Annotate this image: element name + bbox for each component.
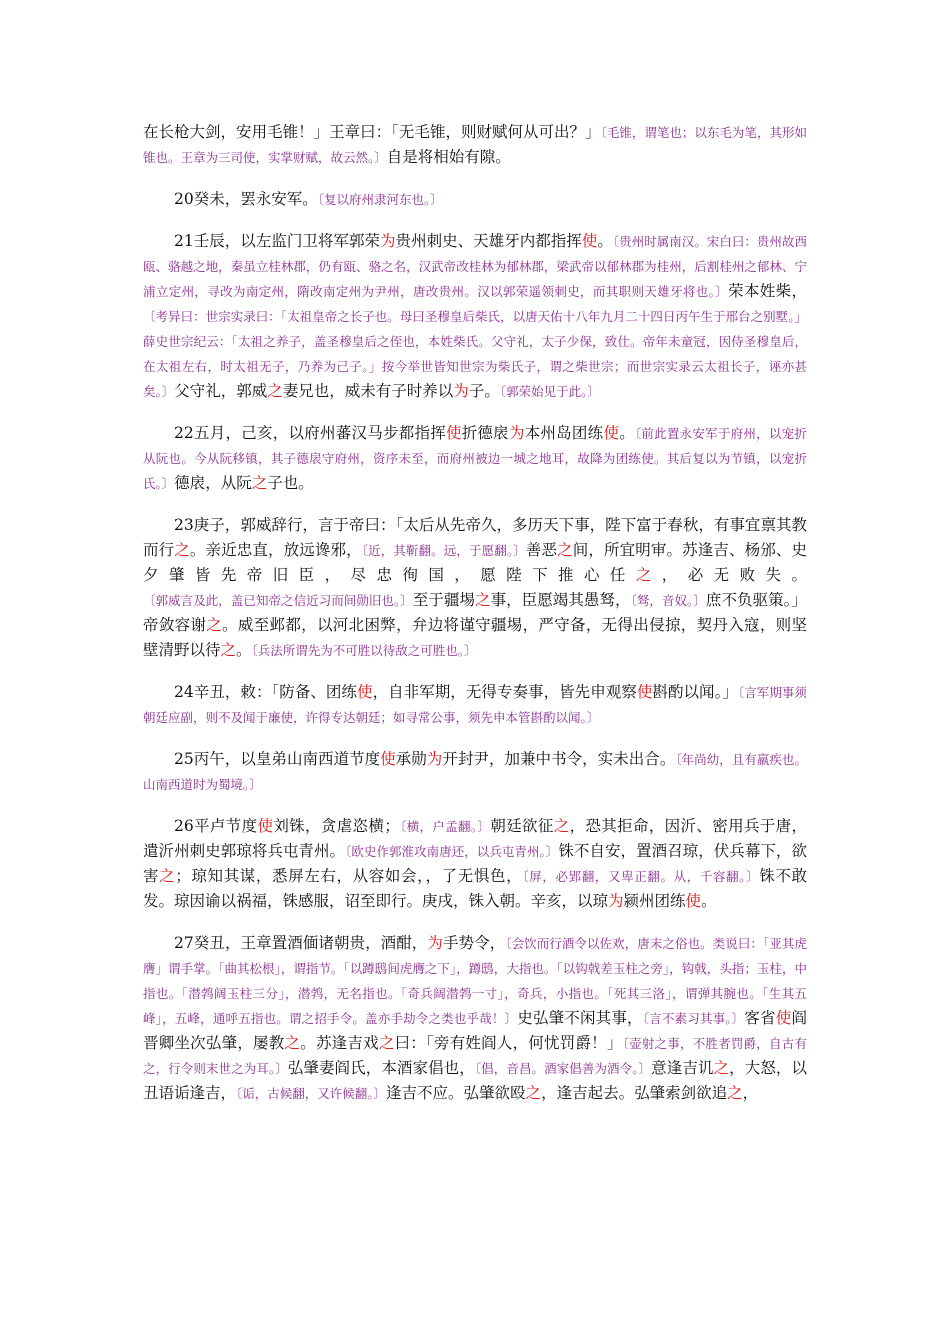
commentary-note: 〔近，其靳翻。远，于愿翻。〕 [361,543,526,558]
main-text: 。亲近忠直，放远谗邪， [189,541,362,559]
main-text: 意逢吉讥 [651,1059,714,1077]
commentary-note: 〔驽，音奴。〕 [630,593,706,608]
main-text: 22五月，己亥，以府州蕃汉马步都指挥 [174,424,446,442]
highlighted-char: 使 [257,817,274,835]
commentary-note: 〔言不素习其事。〕 [642,1011,745,1026]
highlighted-char: 之 [251,474,268,492]
highlighted-char: 之 [475,591,491,609]
highlighted-char: 为 [608,892,624,910]
highlighted-char: 之 [378,1034,395,1052]
main-text: 斟酌以闻。」 [652,683,738,701]
main-text: 21壬辰，以左监门卫将军郭荣 [174,232,381,250]
highlighted-char: 之 [174,541,190,559]
main-text: 铢不自安，置酒召琼，伏兵幕下，欲害 [143,842,807,885]
main-text: ，必无败失。 [661,566,807,584]
main-text: 27癸丑，王章置酒偭诸朝贵，酒酣， [174,934,428,952]
main-text: 。 [597,232,613,250]
main-text: 子。 [468,382,500,400]
highlighted-char: 为 [508,424,525,442]
paragraph-2 [143,187,807,212]
paragraph-1 [143,120,807,170]
highlighted-char: 之 [206,616,223,634]
paragraph-5 [143,513,807,663]
main-text: ，大怒，以丑语诟逢吉， [143,1059,807,1102]
commentary-note: 〔年尚幼，且有羸疾也。山南西道时为蜀境。〕 [143,752,807,792]
main-text: 逢吉不应。弘肇欲殴 [386,1084,526,1102]
highlighted-char: 之 [525,1084,542,1102]
main-text: 曰：「旁有姓阎人，何忧罚爵！」 [394,1034,623,1052]
highlighted-char: 之 [159,867,176,885]
paragraph-9 [143,931,807,1106]
main-text: 客省 [744,1009,776,1027]
main-text: 荣本姓柴， [728,282,807,300]
commentary-note: 〔壶射之事，不胜者罚爵，自古有之，行令则末世之为耳。〕 [143,1036,807,1076]
main-text: 德扆，从阮 [174,474,252,492]
highlighted-char: 为 [426,750,443,768]
commentary-note: 〔郭荣始见于此。〕 [499,384,600,399]
main-text: 弘肇妻阎氏，本酒家倡也， [287,1059,475,1077]
commentary-note: 〔考异曰：世宗实录曰：「太祖皇帝之长子也。母曰圣穆皇后柴氏，以唐天佑十八年九月二十四日丙午生于邢台之别墅。」薛史世宗纪云：「太祖之养子，盖圣穆皇后之侄也，本姓柴氏。父守礼，太子少保，致仕。帝年未童冠，因侍圣穆皇后，在太祖左右，时太祖无子，乃养为己子。」按今举世皆知世宗为柴氏子，谓之柴世宗；而世宗实录云太祖长子，诬亦甚矣。〕 [143,309,807,399]
main-text: 手势令， [442,934,506,952]
main-text: 刘铢，贪虐恣横； [273,817,400,835]
main-text: ， [742,1084,759,1102]
main-text: 阎晋卿坐次弘肇，屡教 [143,1009,807,1052]
highlighted-char: 之 [220,641,237,659]
main-text: ，恐其拒命，因沂、密用兵于唐，遣沂州刺史郭琼将兵屯青州。 [143,817,807,860]
main-text: 23庚子，郭威辞行，言于帝曰：「太后从先帝久，多历天下事，陛下富于春秋，有事宜禀其教而行 [143,516,807,559]
document-page [143,120,807,1123]
main-text: 26平卢节度 [174,817,258,835]
main-text: 善恶 [525,541,558,559]
commentary-note: 〔毛锥，谓笔也；以东毛为笔，其形如锥也。王章为三司使，实掌财赋，故云然。〕 [143,125,807,165]
main-text: ；琼知其谋，悉屏左右，从容如会，，了无惧色， [175,867,523,885]
highlighted-char: 使 [357,683,373,701]
main-text: 。威至邺都，以河北困弊，弁边将谨守疆埸，严守备，无得出侵掠，契丹入寇，则坚壁清野以待 [143,616,807,659]
commentary-note: 〔屏，必郢翻，又卑正翻。从，千容翻。〕 [522,869,760,884]
highlighted-char: 为 [453,382,469,400]
paragraph-7 [143,747,807,797]
commentary-note: 〔兵法所谓先为不可胜以待敌之可胜也。〕 [251,643,477,658]
main-text: 24辛丑，敕：「防备、团练 [174,683,358,701]
highlighted-char: 为 [380,232,396,250]
highlighted-char: 为 [427,934,443,952]
main-text: 贵州刺史、天雄牙内都指挥 [395,232,582,250]
highlighted-char: 之 [267,382,283,400]
commentary-note: 〔复以府州隶河东也。〕 [317,192,443,207]
main-text: 朝廷欲征 [490,817,554,835]
paragraph-3 [143,229,807,404]
main-text: 承勋 [395,750,427,768]
main-text: 。苏逢吉戏 [300,1034,379,1052]
main-text: 颍州团练 [623,892,686,910]
paragraph-4 [143,421,807,496]
main-text: 20癸未，罢永安军。 [174,190,318,208]
commentary-note: 〔诟，古候翻，又许候翻。〕 [236,1086,387,1101]
highlighted-char: 使 [685,892,702,910]
main-text: ，自非军期，无得专奏事，皆先申观察 [372,683,637,701]
main-text: 史弘肇不闲其事， [517,1009,643,1027]
main-text: 本州岛团练 [524,424,604,442]
highlighted-char: 使 [636,683,653,701]
highlighted-char: 使 [380,750,396,768]
main-text: 。 [619,424,635,442]
highlighted-char: 使 [445,424,462,442]
commentary-note: 〔郭威言及此，盖已知帝之信近习而间勋旧也。〕 [143,593,413,608]
main-text: 至于疆埸 [412,591,476,609]
main-text: 父守礼，郭威 [174,382,268,400]
commentary-note: 〔前此置永安军于府州，以宠折从阮也。今从阮移镇，其子德扆守府州，资序未至，而府州被边一城之地耳，故降为团练使。其后复以为节镇，以宠折氏。〕 [143,426,807,491]
highlighted-char: 之 [635,566,662,584]
main-text: 在长枪大剑，安用毛锥！」王章曰：「无毛锥，则财赋何从可出？」 [143,123,601,141]
highlighted-char: 使 [603,424,620,442]
main-text: 事，臣愿竭其愚驽， [490,591,631,609]
paragraph-6 [143,680,807,730]
main-text: 子也。 [267,474,314,492]
highlighted-char: 之 [284,1034,301,1052]
highlighted-char: 使 [581,232,598,250]
commentary-note: 〔倡，音昌。酒家倡善为酒令。〕 [474,1061,652,1076]
highlighted-char: 之 [713,1059,730,1077]
main-text: 开封尹，加兼中书令，实未出合。 [442,750,676,768]
commentary-note: 〔贵州时属南汉。宋白曰：贵州故西瓯、骆越之地，秦虽立桂林郡，仍有瓯、骆之名，汉武帝改桂林为郁林郡，梁武帝以郁林郡为桂州，后割桂州之郁林、宁浦立定州，寻改为南定州，隋改南定州为尹州，唐改贵州。汉以郭荣遥领刺史，而其职则天雄牙将也。〕 [143,234,807,299]
commentary-note: 〔言军期事须朝廷应副，则不及闻于廉使，许得专达朝廷；如寻常公事，须先申本管斟酌以闻。〕 [143,685,807,725]
main-text: ，逢吉起去。弘肇索剑欲追 [541,1084,728,1102]
main-text: 妻兄也，威未有子时养以 [282,382,454,400]
main-text: 折德扆 [461,424,509,442]
highlighted-char: 之 [553,817,570,835]
main-text: 25丙午，以皇弟山南西道节度 [174,750,381,768]
paragraph-8 [143,814,807,914]
commentary-note: 〔会饮而行酒令以佐欢，唐末之俗也。类说曰：「亚其虎膺」谓手掌。「曲其松根」，谓指节。「以蹲鸱间虎膺之下」，蹲鸱，大指也。「以钩戟差玉柱之旁」，钩戟，头指；玉柱，中指也。「潜鹁阔玉柱三分」，潜鹁，无名指也。「奇兵阔潜鹁一寸」，奇兵，小指也。「死其三洛」，谓弹其腕也。「生其五峰」，五峰，通呼五指也。谓之招手令。盖亦手劫令之类也乎哉！〕 [143,936,807,1026]
main-text: 。 [701,892,717,910]
commentary-note: 〔横，户孟翻。〕 [399,819,491,834]
main-text: 铢不敢发。琼因谕以祸福，铢感服，诏至即行。庚戌，铢入朝。辛亥，以琼 [143,867,807,910]
main-text: 自是将相始有隙。 [386,148,511,166]
highlighted-char: 之 [557,541,573,559]
main-text: 间，所宜明审。苏逢吉、杨邠、史夕肇皆先帝旧臣，尽忠徇国，愿陛下推心任 [143,541,807,584]
commentary-note: 〔欧史作郭淮攻南唐还，以兵屯青州。〕 [345,844,559,859]
main-text: 庶不负驱策。」帝敛容谢 [143,591,807,634]
highlighted-char: 使 [775,1009,792,1027]
highlighted-char: 之 [727,1084,743,1102]
main-text: 。 [236,641,252,659]
